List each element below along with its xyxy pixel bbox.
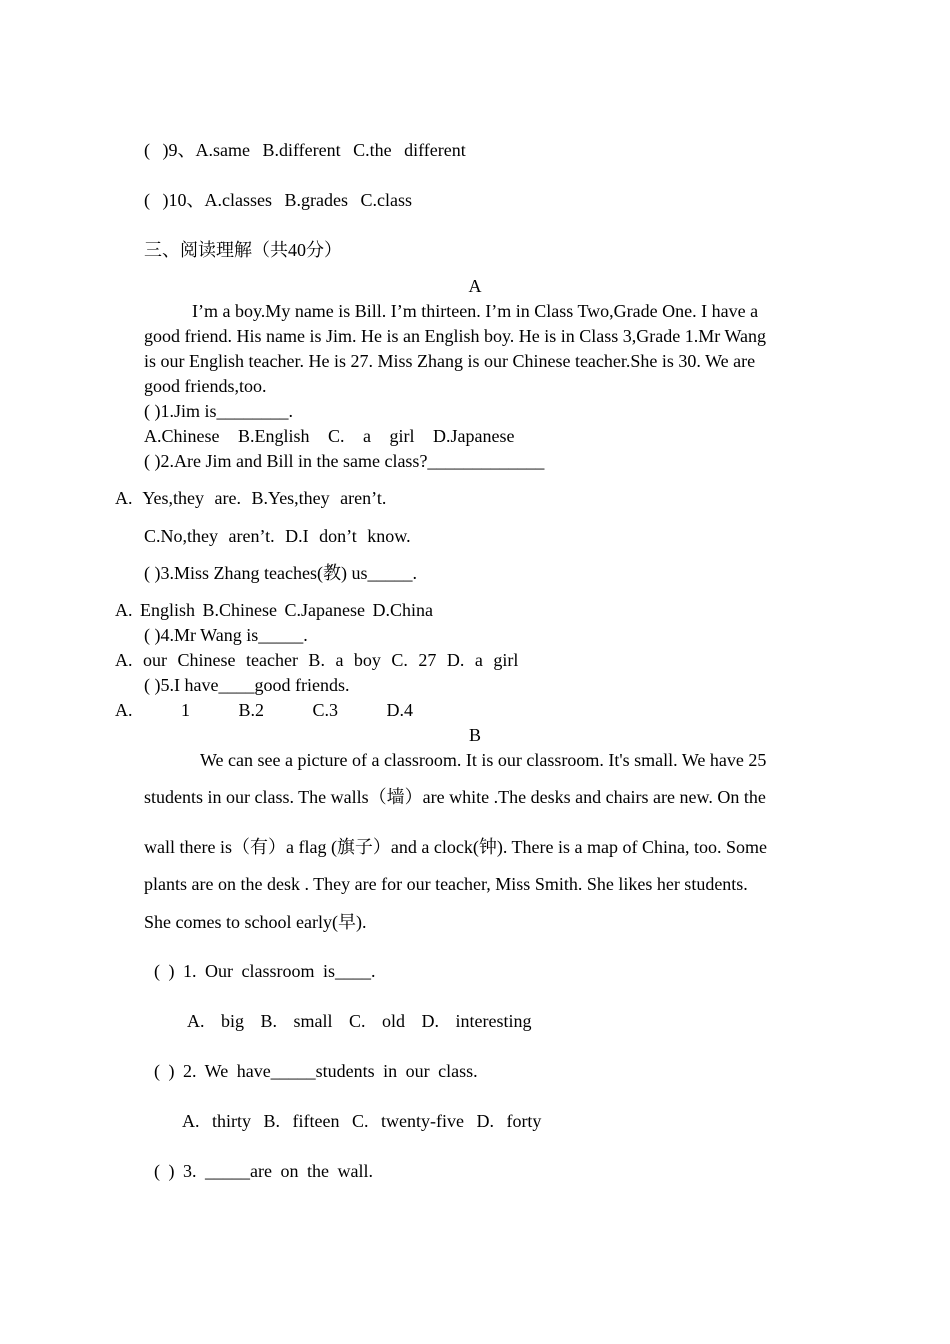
a-question-1-options: A.Chinese B.English C. a girl D.Japanese <box>144 426 515 446</box>
a-question-4: ( )4.Mr Wang is_____. <box>144 625 308 645</box>
a-question-1: ( )1.Jim is________. <box>144 401 294 421</box>
question-10: ( )10、A.classes B.grades C.class <box>144 190 412 210</box>
a-question-2: ( )2.Are Jim and Bill in the same class?_____________ <box>144 451 545 471</box>
b-question-3: ( ) 3. _____are on the wall. <box>154 1161 373 1181</box>
passage-a-title: A <box>468 276 482 296</box>
passage-a-line: good friends,too. <box>144 376 267 396</box>
a-question-5: ( )5.I have____good friends. <box>144 675 350 695</box>
passage-b-line: wall there is（有）a flag (旗子）and a clock(钟). There is a map of China, too. Some <box>144 837 768 857</box>
a-question-2-options: C.No,they aren’t. D.I don’t know. <box>144 526 411 546</box>
passage-b-line: We can see a picture of a classroom. It is our classroom. It's small. We have 25 <box>200 750 767 770</box>
a-question-2-options: A. Yes,they are. B.Yes,they aren’t. <box>115 488 387 508</box>
passage-b-line: She comes to school early(早). <box>144 912 367 932</box>
passage-b-line: plants are on the desk . They are for our teacher, Miss Smith. She likes her students. <box>144 874 748 894</box>
passage-a-line: good friend. His name is Jim. He is an English boy. He is in Class 3,Grade 1.Mr Wang <box>144 326 766 346</box>
passage-a-line: I’m a boy.My name is Bill. I’m thirteen. I’m in Class Two,Grade One. I have a <box>192 301 759 321</box>
section-heading: 三、阅读理解（共40分） <box>144 240 342 260</box>
a-question-5-options: A. 1 B.2 C.3 D.4 <box>115 700 414 720</box>
a-question-4-options: A. our Chinese teacher B. a boy C. 27 D. a girl <box>115 650 519 670</box>
question-9: ( )9、A.same B.different C.the different <box>144 140 466 160</box>
b-question-2: ( ) 2. We have_____students in our class. <box>154 1061 478 1081</box>
b-question-2-options: A. thirty B. fifteen C. twenty-five D. forty <box>182 1111 542 1131</box>
passage-b-title: B <box>468 725 481 745</box>
b-question-1: ( ) 1. Our classroom is____. <box>154 961 376 981</box>
b-question-1-options: A. big B. small C. old D. interesting <box>187 1011 532 1031</box>
a-question-3: ( )3.Miss Zhang teaches(教) us_____. <box>144 563 417 583</box>
passage-b-line: students in our class. The walls（墙）are white .The desks and chairs are new. On the <box>144 787 766 807</box>
passage-a-line: is our English teacher. He is 27. Miss Zhang is our Chinese teacher.She is 30. We are <box>144 351 756 371</box>
a-question-3-options: A. English B.Chinese C.Japanese D.China <box>115 600 433 620</box>
